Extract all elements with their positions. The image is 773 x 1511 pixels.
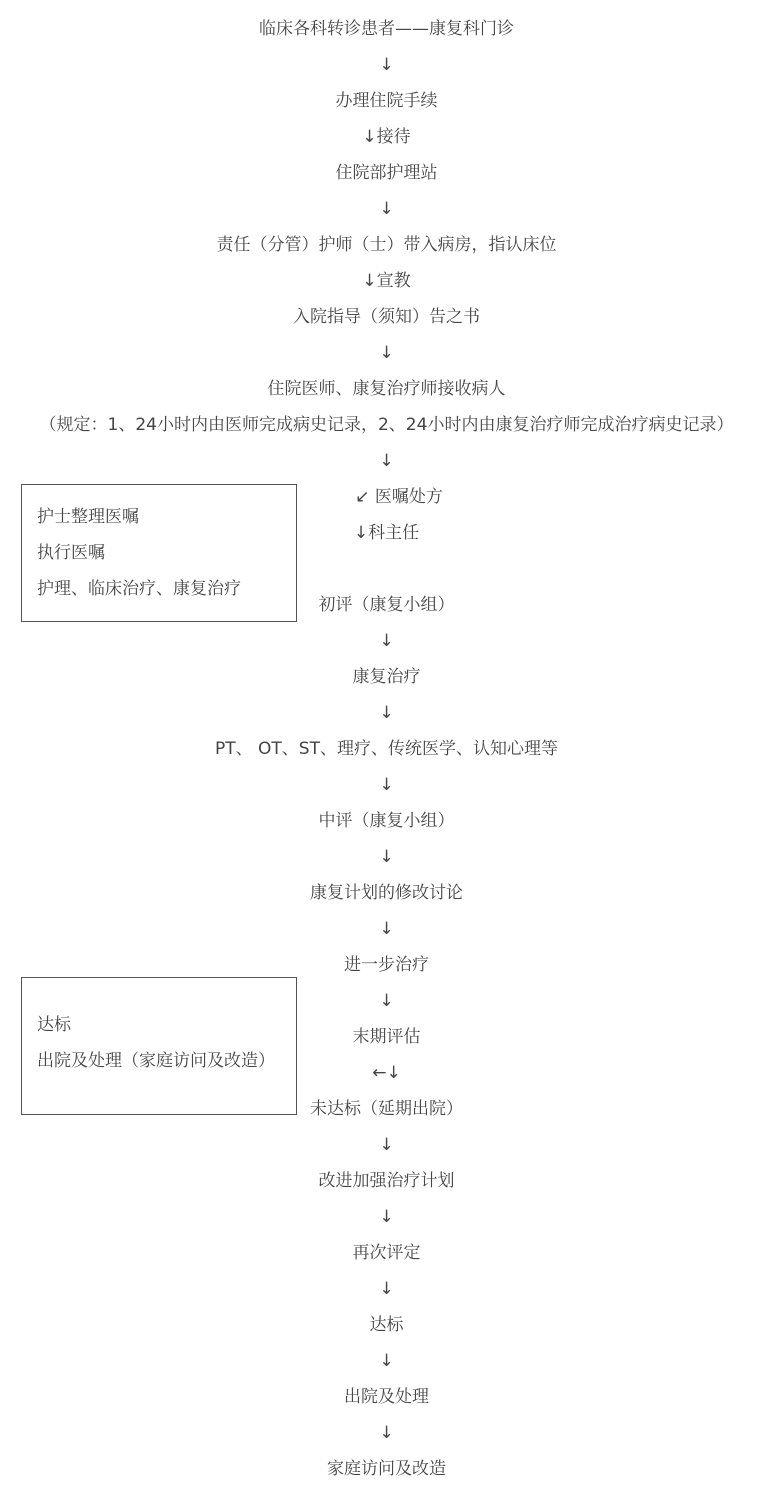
- arrow-down: ↓: [379, 919, 394, 939]
- step-improve-plan: 改进加强治疗计划: [318, 1171, 455, 1191]
- arrow-down: ↓: [379, 775, 394, 795]
- arrow-down: ↓: [379, 1135, 394, 1155]
- step-rehab-treatment: 康复治疗: [352, 667, 421, 687]
- step-rule-note: （规定：1、24小时内由医师完成病史记录，2、24小时内由康复治疗师完成治疗病史记录）: [39, 415, 734, 435]
- step-goal-met: 达标: [369, 1315, 404, 1335]
- step-doctor-receives: 住院医师、康复治疗师接收病人: [267, 379, 506, 399]
- step-admission-procedure: 办理住院手续: [335, 91, 438, 111]
- step-referral: 临床各科转诊患者——康复科门诊: [259, 19, 514, 39]
- nursing-box: [21, 484, 297, 622]
- arrow-down: ↓: [379, 1351, 394, 1371]
- arrow-reception: ↓接待: [362, 127, 411, 147]
- arrow-down: ↓: [379, 1207, 394, 1227]
- step-therapies: PT、 OT、ST、理疗、传统医学、认知心理等: [215, 739, 558, 759]
- step-final-evaluation: 末期评估: [352, 1027, 421, 1047]
- step-plan-discussion: 康复计划的修改讨论: [310, 883, 463, 903]
- step-discharge: 出院及处理: [344, 1387, 429, 1407]
- box-item-goal-met: 达标: [37, 1015, 71, 1035]
- step-escort-to-ward: 责任（分管）护师（士）带入病房，指认床位: [216, 235, 557, 255]
- box-item-execute-orders: 执行医嘱: [37, 543, 105, 563]
- arrow-left-down: ←↓: [372, 1063, 401, 1083]
- step-nursing-station: 住院部护理站: [335, 163, 438, 183]
- step-admission-guide: 入院指导（须知）告之书: [293, 307, 480, 327]
- step-further-treatment: 进一步治疗: [344, 955, 429, 975]
- step-mid-evaluation: 中评（康复小组）: [318, 811, 455, 831]
- discharge-box: [21, 977, 297, 1115]
- arrow-down: ↓: [379, 703, 394, 723]
- box-item-care-treatment: 护理、临床治疗、康复治疗: [37, 579, 241, 599]
- step-home-visit: 家庭访问及改造: [327, 1459, 446, 1479]
- arrow-director: ↓科主任: [353, 523, 420, 543]
- arrow-down: ↓: [379, 631, 394, 651]
- arrow-down: ↓: [379, 55, 394, 75]
- arrow-down: ↓: [379, 847, 394, 867]
- box-item-nurse-orders: 护士整理医嘱: [37, 507, 139, 527]
- arrow-prescription: ↙ 医嘱处方: [355, 487, 443, 507]
- arrow-education: ↓宣教: [362, 271, 411, 291]
- box-item-discharge: 出院及处理（家庭访问及改造）: [37, 1051, 275, 1071]
- arrow-down: ↓: [379, 991, 394, 1011]
- arrow-down: ↓: [379, 199, 394, 219]
- arrow-down: ↓: [379, 1423, 394, 1443]
- arrow-down: ↓: [379, 451, 394, 471]
- arrow-down: ↓: [379, 1279, 394, 1299]
- arrow-down: ↓: [379, 343, 394, 363]
- step-initial-evaluation: 初评（康复小组）: [318, 595, 455, 615]
- step-re-evaluation: 再次评定: [352, 1243, 421, 1263]
- step-not-met: 未达标（延期出院）: [310, 1099, 463, 1119]
